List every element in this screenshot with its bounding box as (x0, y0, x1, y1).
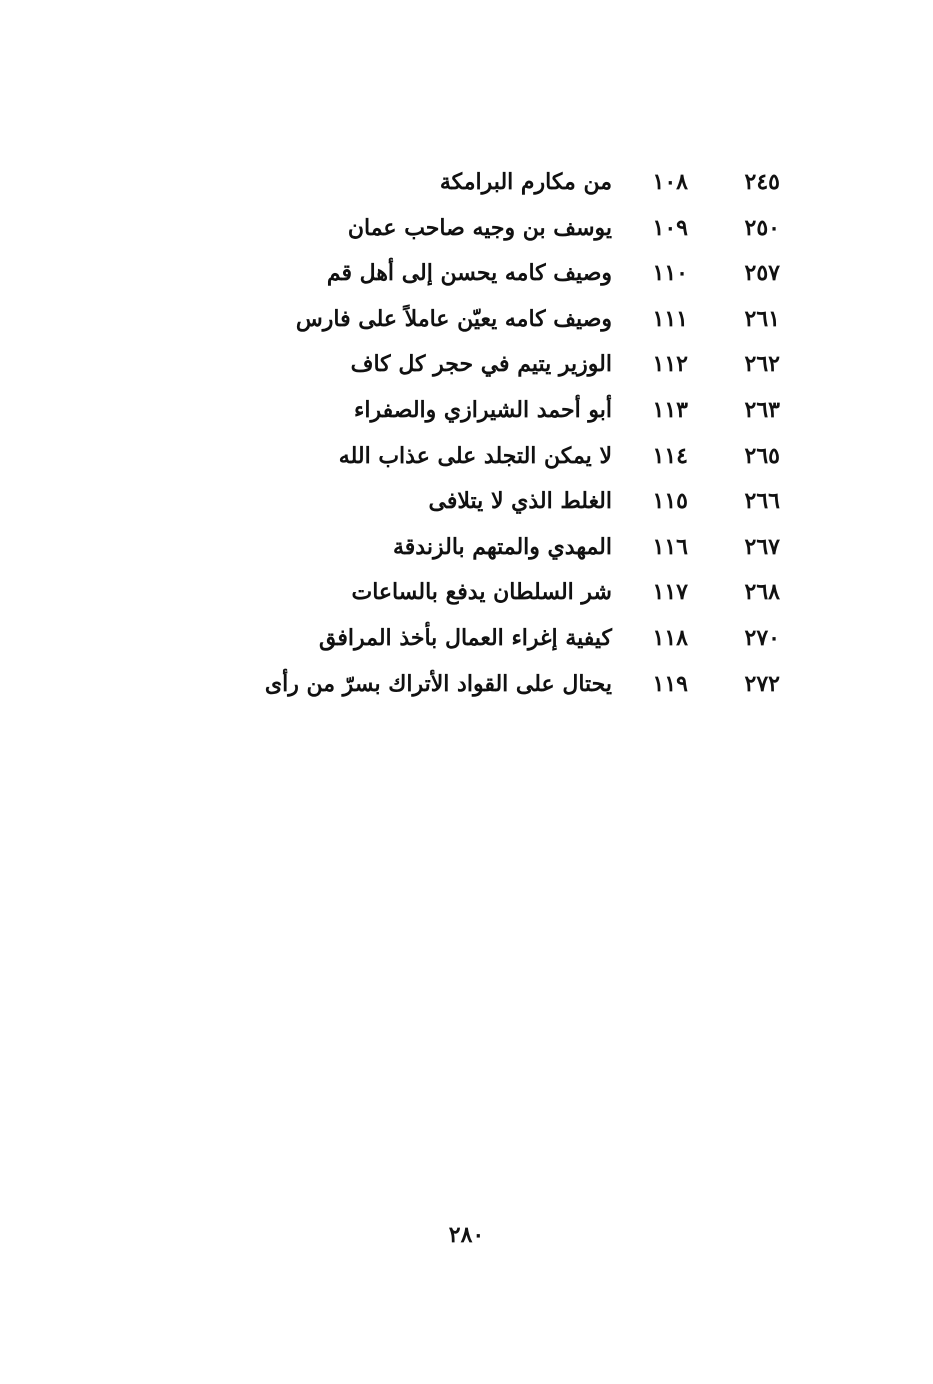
toc-entry-number: ١١٧ (652, 579, 688, 606)
toc-entry (200, 297, 790, 343)
toc-entry-title: وصيف كامه يحسن إلى أهل قم (326, 260, 612, 287)
toc-entry-number: ١١٣ (652, 396, 688, 423)
toc-entry (200, 342, 790, 388)
toc-entry-page: ٢٦٢ (744, 351, 780, 378)
toc-entry (200, 434, 790, 480)
toc-entry-number: ١٠٩ (652, 214, 688, 241)
toc-entry-page: ٢٦٨ (744, 579, 780, 606)
toc-entry-page: ٢٦٣ (744, 396, 780, 423)
toc-entry-page: ٢٧٠ (744, 624, 780, 651)
toc-entry-number: ١١٢ (652, 351, 688, 378)
toc-entry (200, 251, 790, 297)
toc-entry-page: ٢٥٠ (744, 214, 780, 241)
toc-entry (200, 206, 790, 252)
toc-entry (200, 616, 790, 662)
toc-entry (200, 662, 790, 708)
toc-entry-number: ١١١ (652, 305, 688, 332)
toc-entry-number: ١٠٨ (652, 169, 688, 195)
toc-entry-number: ١١٩ (652, 670, 688, 697)
toc-entry-page: ٢٦١ (744, 305, 780, 332)
toc-entry-page: ٢٦٧ (744, 533, 780, 560)
toc-entry-title: لا يمكن التجلد على عذاب الله (338, 442, 612, 469)
toc-entry-page: ٢٦٦ (744, 488, 780, 515)
toc-entry-title: يوسف بن وجيه صاحب عمان (347, 214, 612, 241)
toc-entry-title: أبو أحمد الشيرازي والصفراء (354, 396, 612, 423)
toc-entry (200, 525, 790, 571)
toc-entry-page: ٢٤٥ (744, 169, 780, 195)
page-number: ٢٨٠ (448, 1222, 485, 1248)
toc-entry-number: ١١٠ (652, 260, 688, 287)
toc-entry-number: ١١٥ (652, 488, 688, 515)
toc-entry-number: ١١٤ (652, 442, 688, 469)
toc-entry (200, 479, 790, 525)
toc-entry-title: يحتال على القواد الأتراك بسرّ من رأى (264, 670, 612, 697)
toc-entry-title: وصيف كامه يعيّن عاملاً على فارس (295, 305, 612, 332)
toc-entry-title: المهدي والمتهم بالزندقة (393, 533, 612, 560)
toc-entry (200, 160, 790, 206)
toc-entry-page: ٢٧٢ (744, 670, 780, 697)
toc-entry-page: ٢٦٥ (744, 442, 780, 469)
toc-entry-title: الغلط الذي لا يتلافى (428, 488, 612, 515)
toc-entry-number: ١١٨ (652, 624, 688, 651)
toc-entry-number: ١١٦ (652, 533, 688, 560)
toc-entry (200, 388, 790, 434)
toc-entry-page: ٢٥٧ (744, 260, 780, 287)
toc-entry-title: الوزير يتيم في حجر كل كاف (350, 351, 612, 378)
toc-entry (200, 570, 790, 616)
toc-entry-title: شر السلطان يدفع بالساعات (351, 579, 612, 606)
table-of-contents (200, 160, 790, 707)
toc-entry-title: من مكارم البرامكة (439, 169, 612, 195)
toc-entry-title: كيفية إغراء العمال بأخذ المرافق (319, 624, 612, 651)
